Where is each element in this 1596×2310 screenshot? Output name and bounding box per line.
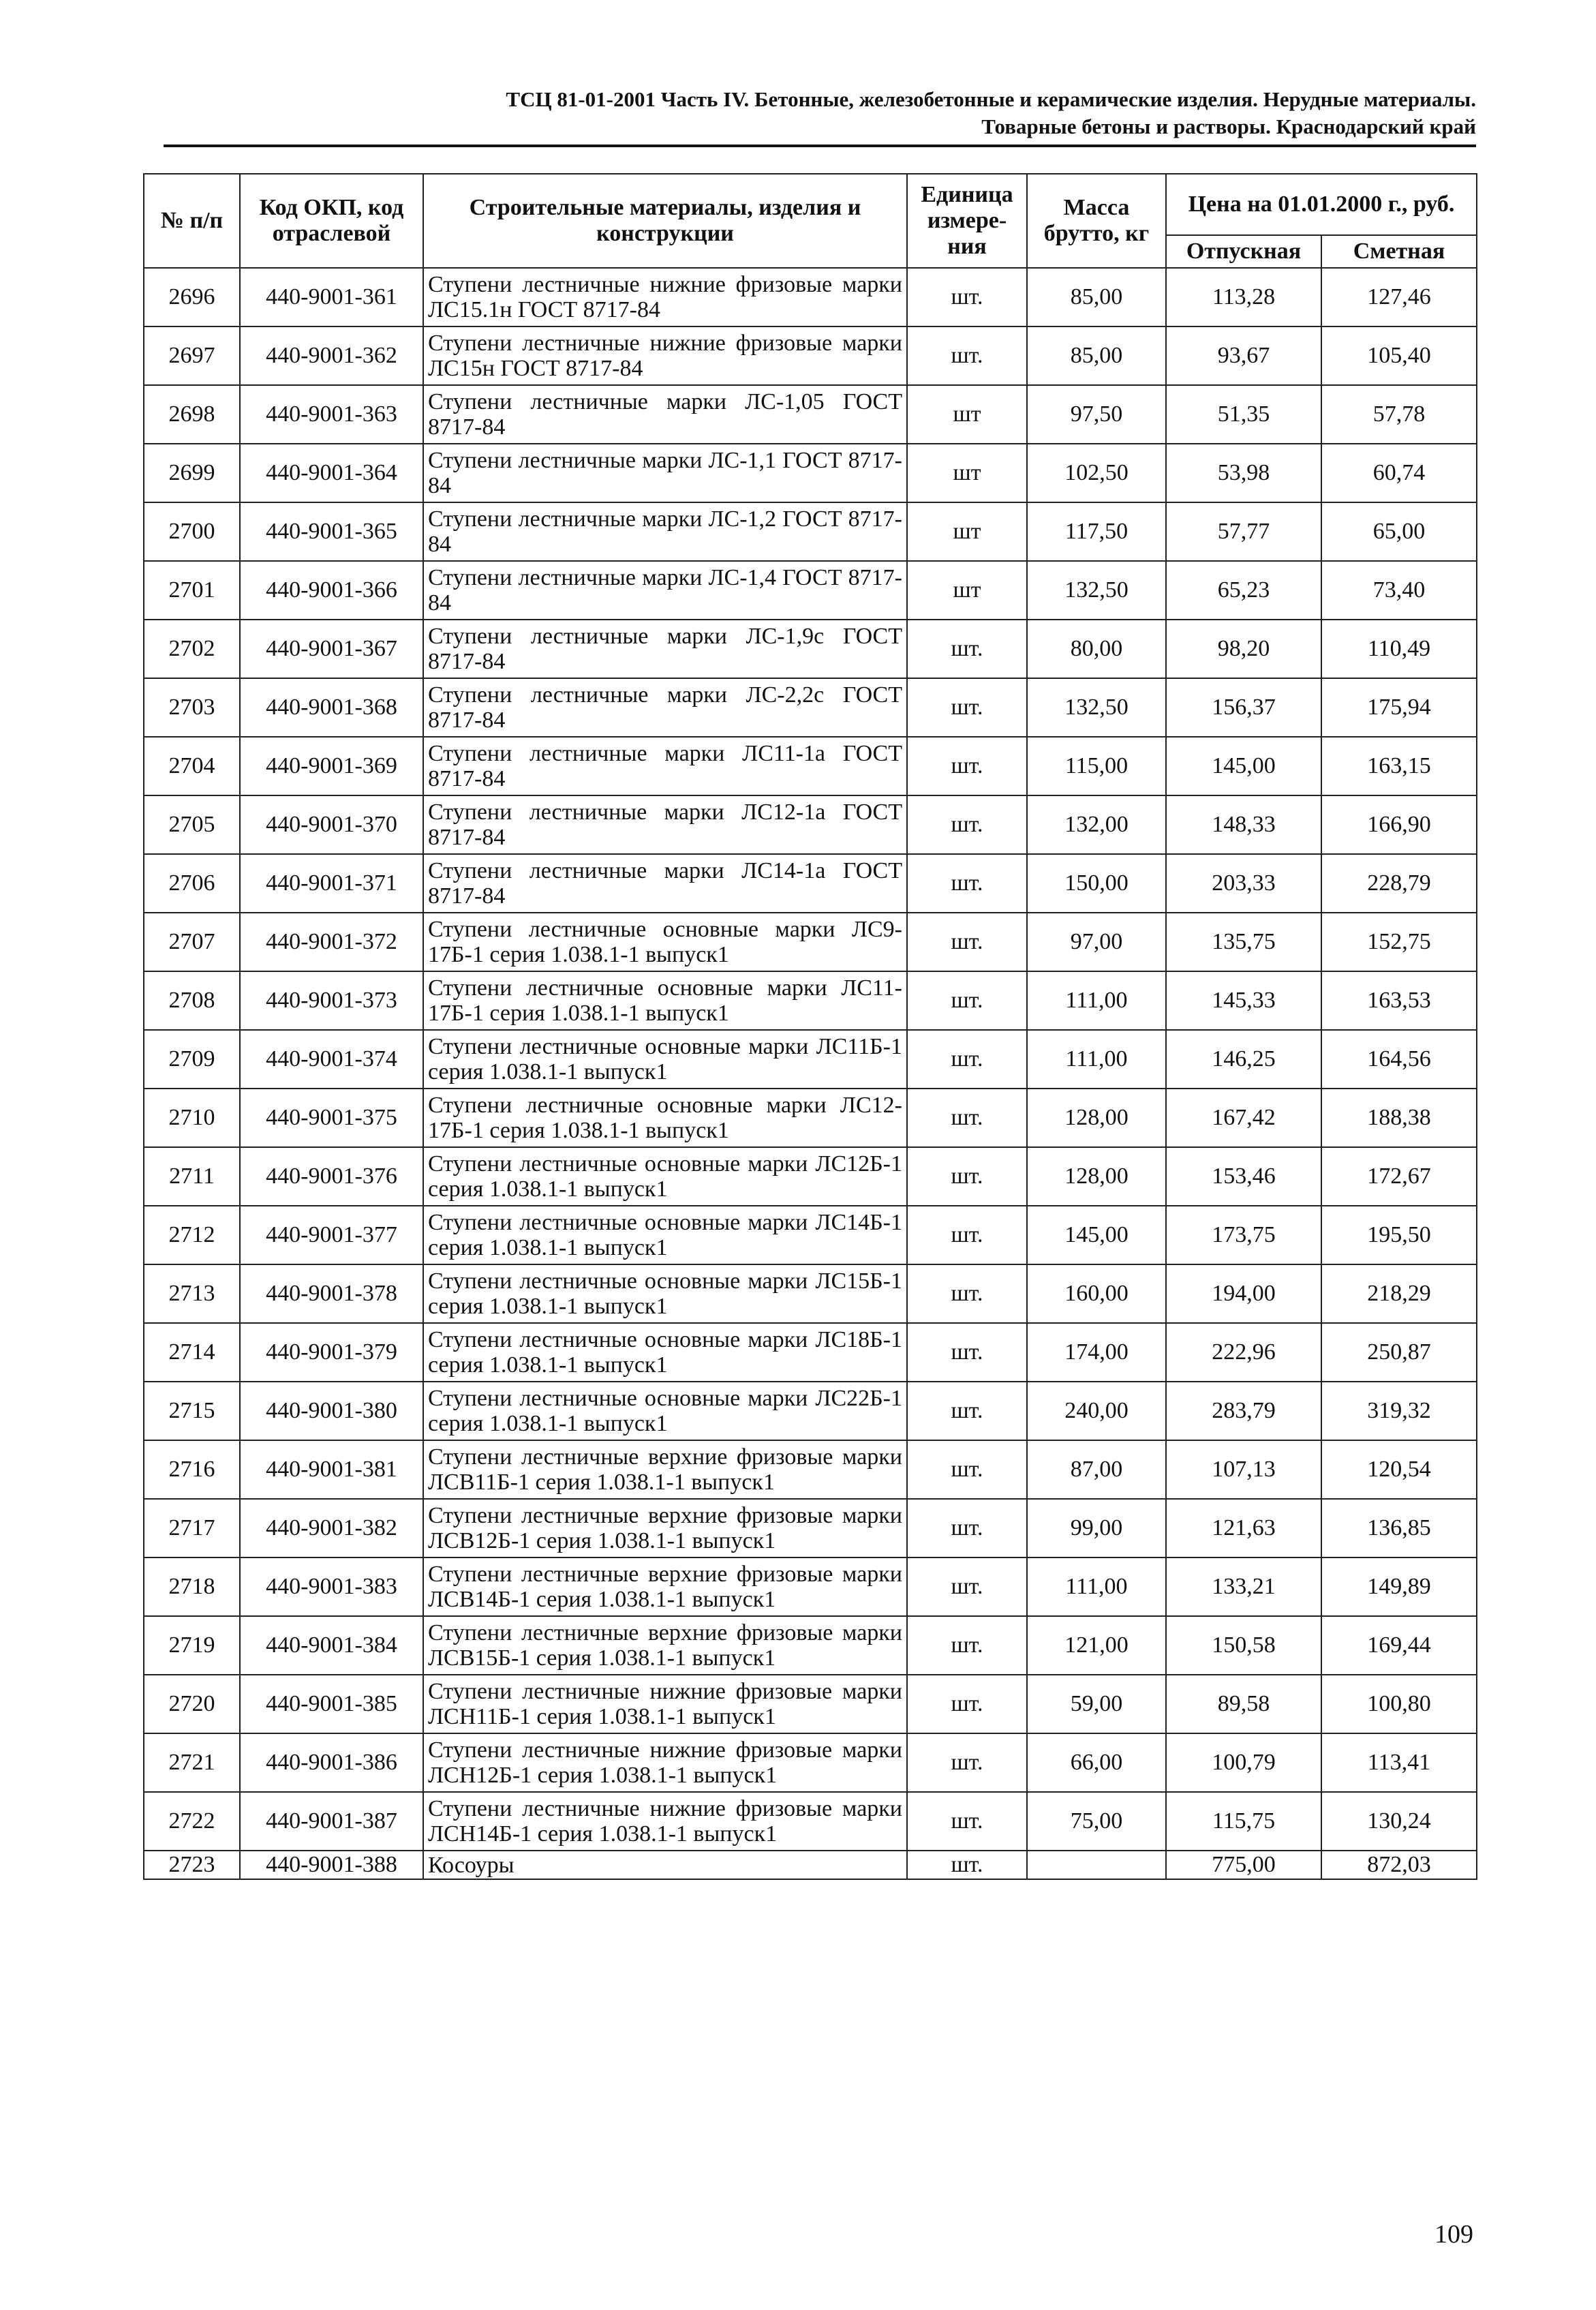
row-unit: шт	[907, 502, 1027, 561]
row-price-release: 283,79	[1166, 1382, 1321, 1440]
row-price-estimate: 163,53	[1321, 971, 1477, 1030]
table-row	[144, 854, 1477, 913]
row-number: 2713	[144, 1264, 240, 1323]
row-price-release: 100,79	[1166, 1733, 1321, 1792]
row-price-estimate: 172,67	[1321, 1147, 1477, 1206]
table-row	[144, 1030, 1477, 1089]
row-number: 2717	[144, 1499, 240, 1557]
row-mass: 111,00	[1027, 1557, 1166, 1616]
row-material-name: Ступени лестничные основные марки ЛС11Б-1 серия 1.038.1-1 выпуск1	[423, 1030, 907, 1089]
row-price-release: 153,46	[1166, 1147, 1321, 1206]
row-code: 440-9001-381	[240, 1440, 423, 1499]
row-price-release: 51,35	[1166, 385, 1321, 444]
row-material-name: Ступени лестничные марки ЛС-1,4 ГОСТ 8717-84	[423, 561, 907, 620]
row-mass: 115,00	[1027, 737, 1166, 795]
row-mass: 121,00	[1027, 1616, 1166, 1675]
row-code: 440-9001-378	[240, 1264, 423, 1323]
row-code: 440-9001-375	[240, 1089, 423, 1147]
row-price-estimate: 175,94	[1321, 678, 1477, 737]
row-mass: 97,00	[1027, 913, 1166, 971]
row-price-estimate: 136,85	[1321, 1499, 1477, 1557]
header-title-line2: Товарные бетоны и растворы. Краснодарский край	[981, 115, 1476, 138]
table-row	[144, 561, 1477, 620]
row-mass: 150,00	[1027, 854, 1166, 913]
row-material-name: Ступени лестничные основные марки ЛС14Б-1 серия 1.038.1-1 выпуск1	[423, 1206, 907, 1264]
row-number: 2719	[144, 1616, 240, 1675]
row-unit: шт.	[907, 854, 1027, 913]
row-number: 2718	[144, 1557, 240, 1616]
row-code: 440-9001-374	[240, 1030, 423, 1089]
row-number: 2709	[144, 1030, 240, 1089]
table-row	[144, 326, 1477, 385]
row-price-release: 194,00	[1166, 1264, 1321, 1323]
row-material-name: Ступени лестничные марки ЛС12-1а ГОСТ 8717-84	[423, 795, 907, 854]
row-number: 2712	[144, 1206, 240, 1264]
row-price-estimate: 188,38	[1321, 1089, 1477, 1147]
row-number: 2707	[144, 913, 240, 971]
row-mass: 80,00	[1027, 620, 1166, 678]
row-mass: 160,00	[1027, 1264, 1166, 1323]
table-row	[144, 502, 1477, 561]
row-price-release: 121,63	[1166, 1499, 1321, 1557]
column-header-code: Код ОКП, код отраслевой	[240, 174, 423, 268]
row-unit: шт.	[907, 1089, 1027, 1147]
row-material-name: Ступени лестничные верхние фризовые марки ЛСВ14Б-1 серия 1.038.1-1 выпуск1	[423, 1557, 907, 1616]
row-price-estimate: 163,15	[1321, 737, 1477, 795]
row-material-name: Ступени лестничные основные марки ЛС18Б-1 серия 1.038.1-1 выпуск1	[423, 1323, 907, 1382]
row-number: 2720	[144, 1675, 240, 1733]
row-price-estimate: 169,44	[1321, 1616, 1477, 1675]
row-unit: шт.	[907, 620, 1027, 678]
row-unit: шт.	[907, 1147, 1027, 1206]
row-price-release: 148,33	[1166, 795, 1321, 854]
row-price-estimate: 872,03	[1321, 1851, 1477, 1879]
row-price-estimate: 65,00	[1321, 502, 1477, 561]
row-code: 440-9001-376	[240, 1147, 423, 1206]
row-price-estimate: 250,87	[1321, 1323, 1477, 1382]
table-row	[144, 1499, 1477, 1557]
row-price-estimate: 100,80	[1321, 1675, 1477, 1733]
row-material-name: Ступени лестничные основные марки ЛС22Б-1 серия 1.038.1-1 выпуск1	[423, 1382, 907, 1440]
row-mass: 240,00	[1027, 1382, 1166, 1440]
row-number: 2708	[144, 971, 240, 1030]
row-mass: 117,50	[1027, 502, 1166, 561]
table-row	[144, 1616, 1477, 1675]
table-row	[144, 1557, 1477, 1616]
row-price-estimate: 149,89	[1321, 1557, 1477, 1616]
row-price-release: 133,21	[1166, 1557, 1321, 1616]
row-mass: 102,50	[1027, 444, 1166, 502]
row-number: 2705	[144, 795, 240, 854]
column-header-material: Строительные материалы, изделия и конструкции	[423, 174, 907, 268]
row-mass: 99,00	[1027, 1499, 1166, 1557]
row-price-release: 115,75	[1166, 1792, 1321, 1851]
row-code: 440-9001-382	[240, 1499, 423, 1557]
row-code: 440-9001-380	[240, 1382, 423, 1440]
row-price-release: 173,75	[1166, 1206, 1321, 1264]
row-mass: 85,00	[1027, 326, 1166, 385]
row-unit: шт.	[907, 1440, 1027, 1499]
row-code: 440-9001-364	[240, 444, 423, 502]
table-row	[144, 1089, 1477, 1147]
row-code: 440-9001-388	[240, 1851, 423, 1879]
row-price-release: 145,00	[1166, 737, 1321, 795]
row-code: 440-9001-370	[240, 795, 423, 854]
row-mass: 97,50	[1027, 385, 1166, 444]
table-row	[144, 268, 1477, 326]
row-mass: 75,00	[1027, 1792, 1166, 1851]
row-unit: шт	[907, 561, 1027, 620]
row-unit: шт.	[907, 1616, 1027, 1675]
row-material-name: Ступени лестничные марки ЛС11-1а ГОСТ 8717-84	[423, 737, 907, 795]
table-row	[144, 1792, 1477, 1851]
table-row	[144, 1323, 1477, 1382]
row-price-release: 89,58	[1166, 1675, 1321, 1733]
row-material-name: Косоуры	[423, 1851, 907, 1879]
row-material-name: Ступени лестничные основные марки ЛС15Б-1 серия 1.038.1-1 выпуск1	[423, 1264, 907, 1323]
row-number: 2701	[144, 561, 240, 620]
row-unit: шт.	[907, 1557, 1027, 1616]
column-header-price-release: Отпускная	[1166, 235, 1321, 268]
row-material-name: Ступени лестничные верхние фризовые марки ЛСВ11Б-1 серия 1.038.1-1 выпуск1	[423, 1440, 907, 1499]
row-mass: 145,00	[1027, 1206, 1166, 1264]
row-price-release: 107,13	[1166, 1440, 1321, 1499]
table-row	[144, 913, 1477, 971]
column-header-number: № п/п	[144, 174, 240, 268]
row-unit: шт.	[907, 1792, 1027, 1851]
header-divider	[164, 145, 1476, 147]
row-number: 2721	[144, 1733, 240, 1792]
row-number: 2703	[144, 678, 240, 737]
row-mass: 87,00	[1027, 1440, 1166, 1499]
row-price-release: 146,25	[1166, 1030, 1321, 1089]
row-code: 440-9001-385	[240, 1675, 423, 1733]
table-row	[144, 1675, 1477, 1733]
row-price-estimate: 73,40	[1321, 561, 1477, 620]
price-table	[143, 173, 1477, 1880]
row-mass: 128,00	[1027, 1147, 1166, 1206]
row-price-release: 167,42	[1166, 1089, 1321, 1147]
row-price-release: 93,67	[1166, 326, 1321, 385]
row-unit: шт.	[907, 1206, 1027, 1264]
row-material-name: Ступени лестничные основные марки ЛС12Б-1 серия 1.038.1-1 выпуск1	[423, 1147, 907, 1206]
row-mass: 128,00	[1027, 1089, 1166, 1147]
row-price-estimate: 57,78	[1321, 385, 1477, 444]
row-mass: 66,00	[1027, 1733, 1166, 1792]
row-number: 2696	[144, 268, 240, 326]
page-number: 109	[1434, 2220, 1473, 2249]
row-mass: 59,00	[1027, 1675, 1166, 1733]
table-row	[144, 1733, 1477, 1792]
table-row	[144, 1206, 1477, 1264]
row-price-estimate: 152,75	[1321, 913, 1477, 971]
row-code: 440-9001-383	[240, 1557, 423, 1616]
row-code: 440-9001-366	[240, 561, 423, 620]
row-code: 440-9001-379	[240, 1323, 423, 1382]
column-header-price-estimate: Сметная	[1321, 235, 1477, 268]
row-mass: 174,00	[1027, 1323, 1166, 1382]
row-number: 2723	[144, 1851, 240, 1879]
row-unit: шт	[907, 444, 1027, 502]
row-code: 440-9001-373	[240, 971, 423, 1030]
row-number: 2697	[144, 326, 240, 385]
row-price-release: 135,75	[1166, 913, 1321, 971]
table-row	[144, 1382, 1477, 1440]
row-code: 440-9001-387	[240, 1792, 423, 1851]
table-row	[144, 678, 1477, 737]
row-mass	[1027, 1851, 1166, 1879]
row-code: 440-9001-362	[240, 326, 423, 385]
row-price-estimate: 130,24	[1321, 1792, 1477, 1851]
row-number: 2700	[144, 502, 240, 561]
row-code: 440-9001-372	[240, 913, 423, 971]
row-unit: шт	[907, 385, 1027, 444]
row-price-release: 145,33	[1166, 971, 1321, 1030]
row-unit: шт.	[907, 737, 1027, 795]
row-number: 2706	[144, 854, 240, 913]
table-row	[144, 620, 1477, 678]
row-number: 2710	[144, 1089, 240, 1147]
row-number: 2714	[144, 1323, 240, 1382]
row-price-estimate: 113,41	[1321, 1733, 1477, 1792]
row-unit: шт.	[907, 268, 1027, 326]
table-row	[144, 1147, 1477, 1206]
row-number: 2704	[144, 737, 240, 795]
row-price-estimate: 110,49	[1321, 620, 1477, 678]
row-price-estimate: 319,32	[1321, 1382, 1477, 1440]
row-material-name: Ступени лестничные марки ЛС-2,2с ГОСТ 8717-84	[423, 678, 907, 737]
row-number: 2698	[144, 385, 240, 444]
header-title-line1: ТСЦ 81-01-2001 Часть IV. Бетонные, железобетонные и керамические изделия. Нерудные материалы.	[506, 87, 1476, 111]
document-header	[164, 86, 1476, 140]
row-material-name: Ступени лестничные марки ЛС14-1а ГОСТ 8717-84	[423, 854, 907, 913]
row-price-estimate: 164,56	[1321, 1030, 1477, 1089]
row-unit: шт.	[907, 326, 1027, 385]
row-material-name: Ступени лестничные нижние фризовые марки ЛС15.1н ГОСТ 8717-84	[423, 268, 907, 326]
row-price-estimate: 195,50	[1321, 1206, 1477, 1264]
row-material-name: Ступени лестничные марки ЛС-1,2 ГОСТ 8717-84	[423, 502, 907, 561]
table-row	[144, 971, 1477, 1030]
row-material-name: Ступени лестничные нижние фризовые марки ЛСН14Б-1 серия 1.038.1-1 выпуск1	[423, 1792, 907, 1851]
row-mass: 132,50	[1027, 561, 1166, 620]
row-code: 440-9001-386	[240, 1733, 423, 1792]
row-price-release: 775,00	[1166, 1851, 1321, 1879]
row-material-name: Ступени лестничные марки ЛС-1,1 ГОСТ 8717-84	[423, 444, 907, 502]
row-unit: шт.	[907, 1675, 1027, 1733]
row-code: 440-9001-371	[240, 854, 423, 913]
row-price-estimate: 218,29	[1321, 1264, 1477, 1323]
row-code: 440-9001-367	[240, 620, 423, 678]
row-code: 440-9001-365	[240, 502, 423, 561]
row-price-release: 203,33	[1166, 854, 1321, 913]
row-price-estimate: 166,90	[1321, 795, 1477, 854]
row-price-release: 150,58	[1166, 1616, 1321, 1675]
table-row	[144, 737, 1477, 795]
row-material-name: Ступени лестничные нижние фризовые марки ЛСН12Б-1 серия 1.038.1-1 выпуск1	[423, 1733, 907, 1792]
row-price-release: 57,77	[1166, 502, 1321, 561]
row-unit: шт.	[907, 1264, 1027, 1323]
column-header-unit: Единица измере-ния	[907, 174, 1027, 268]
row-price-release: 53,98	[1166, 444, 1321, 502]
row-material-name: Ступени лестничные нижние фризовые марки ЛС15н ГОСТ 8717-84	[423, 326, 907, 385]
row-material-name: Ступени лестничные марки ЛС-1,9с ГОСТ 8717-84	[423, 620, 907, 678]
row-mass: 111,00	[1027, 971, 1166, 1030]
row-number: 2716	[144, 1440, 240, 1499]
table-row	[144, 385, 1477, 444]
row-code: 440-9001-368	[240, 678, 423, 737]
row-unit: шт.	[907, 1323, 1027, 1382]
row-material-name: Ступени лестничные основные марки ЛС12-17Б-1 серия 1.038.1-1 выпуск1	[423, 1089, 907, 1147]
row-unit: шт.	[907, 1733, 1027, 1792]
row-price-estimate: 120,54	[1321, 1440, 1477, 1499]
row-unit: шт.	[907, 795, 1027, 854]
row-price-release: 156,37	[1166, 678, 1321, 737]
row-code: 440-9001-384	[240, 1616, 423, 1675]
row-unit: шт.	[907, 1499, 1027, 1557]
row-price-release: 98,20	[1166, 620, 1321, 678]
row-code: 440-9001-361	[240, 268, 423, 326]
row-price-estimate: 228,79	[1321, 854, 1477, 913]
table-row	[144, 1440, 1477, 1499]
table-row	[144, 444, 1477, 502]
row-number: 2699	[144, 444, 240, 502]
row-material-name: Ступени лестничные основные марки ЛС9-17Б-1 серия 1.038.1-1 выпуск1	[423, 913, 907, 971]
table-row	[144, 795, 1477, 854]
row-material-name: Ступени лестничные верхние фризовые марки ЛСВ15Б-1 серия 1.038.1-1 выпуск1	[423, 1616, 907, 1675]
row-number: 2722	[144, 1792, 240, 1851]
row-number: 2711	[144, 1147, 240, 1206]
row-mass: 132,50	[1027, 678, 1166, 737]
row-material-name: Ступени лестничные верхние фризовые марки ЛСВ12Б-1 серия 1.038.1-1 выпуск1	[423, 1499, 907, 1557]
row-mass: 85,00	[1027, 268, 1166, 326]
table-row	[144, 1851, 1477, 1879]
row-mass: 132,00	[1027, 795, 1166, 854]
row-material-name: Ступени лестничные марки ЛС-1,05 ГОСТ 8717-84	[423, 385, 907, 444]
row-unit: шт.	[907, 678, 1027, 737]
row-mass: 111,00	[1027, 1030, 1166, 1089]
row-unit: шт.	[907, 1851, 1027, 1879]
row-number: 2702	[144, 620, 240, 678]
row-price-estimate: 60,74	[1321, 444, 1477, 502]
row-price-release: 65,23	[1166, 561, 1321, 620]
row-unit: шт.	[907, 913, 1027, 971]
table-row	[144, 1264, 1477, 1323]
column-header-mass: Масса брутто, кг	[1027, 174, 1166, 268]
row-unit: шт.	[907, 971, 1027, 1030]
row-price-release: 113,28	[1166, 268, 1321, 326]
column-header-price: Цена на 01.01.2000 г., руб.	[1166, 174, 1477, 235]
row-price-estimate: 105,40	[1321, 326, 1477, 385]
row-number: 2715	[144, 1382, 240, 1440]
row-price-release: 222,96	[1166, 1323, 1321, 1382]
row-code: 440-9001-363	[240, 385, 423, 444]
row-code: 440-9001-377	[240, 1206, 423, 1264]
row-material-name: Ступени лестничные основные марки ЛС11-17Б-1 серия 1.038.1-1 выпуск1	[423, 971, 907, 1030]
row-unit: шт.	[907, 1030, 1027, 1089]
row-price-estimate: 127,46	[1321, 268, 1477, 326]
row-code: 440-9001-369	[240, 737, 423, 795]
row-material-name: Ступени лестничные нижние фризовые марки ЛСН11Б-1 серия 1.038.1-1 выпуск1	[423, 1675, 907, 1733]
row-unit: шт.	[907, 1382, 1027, 1440]
table-body	[144, 268, 1477, 1879]
